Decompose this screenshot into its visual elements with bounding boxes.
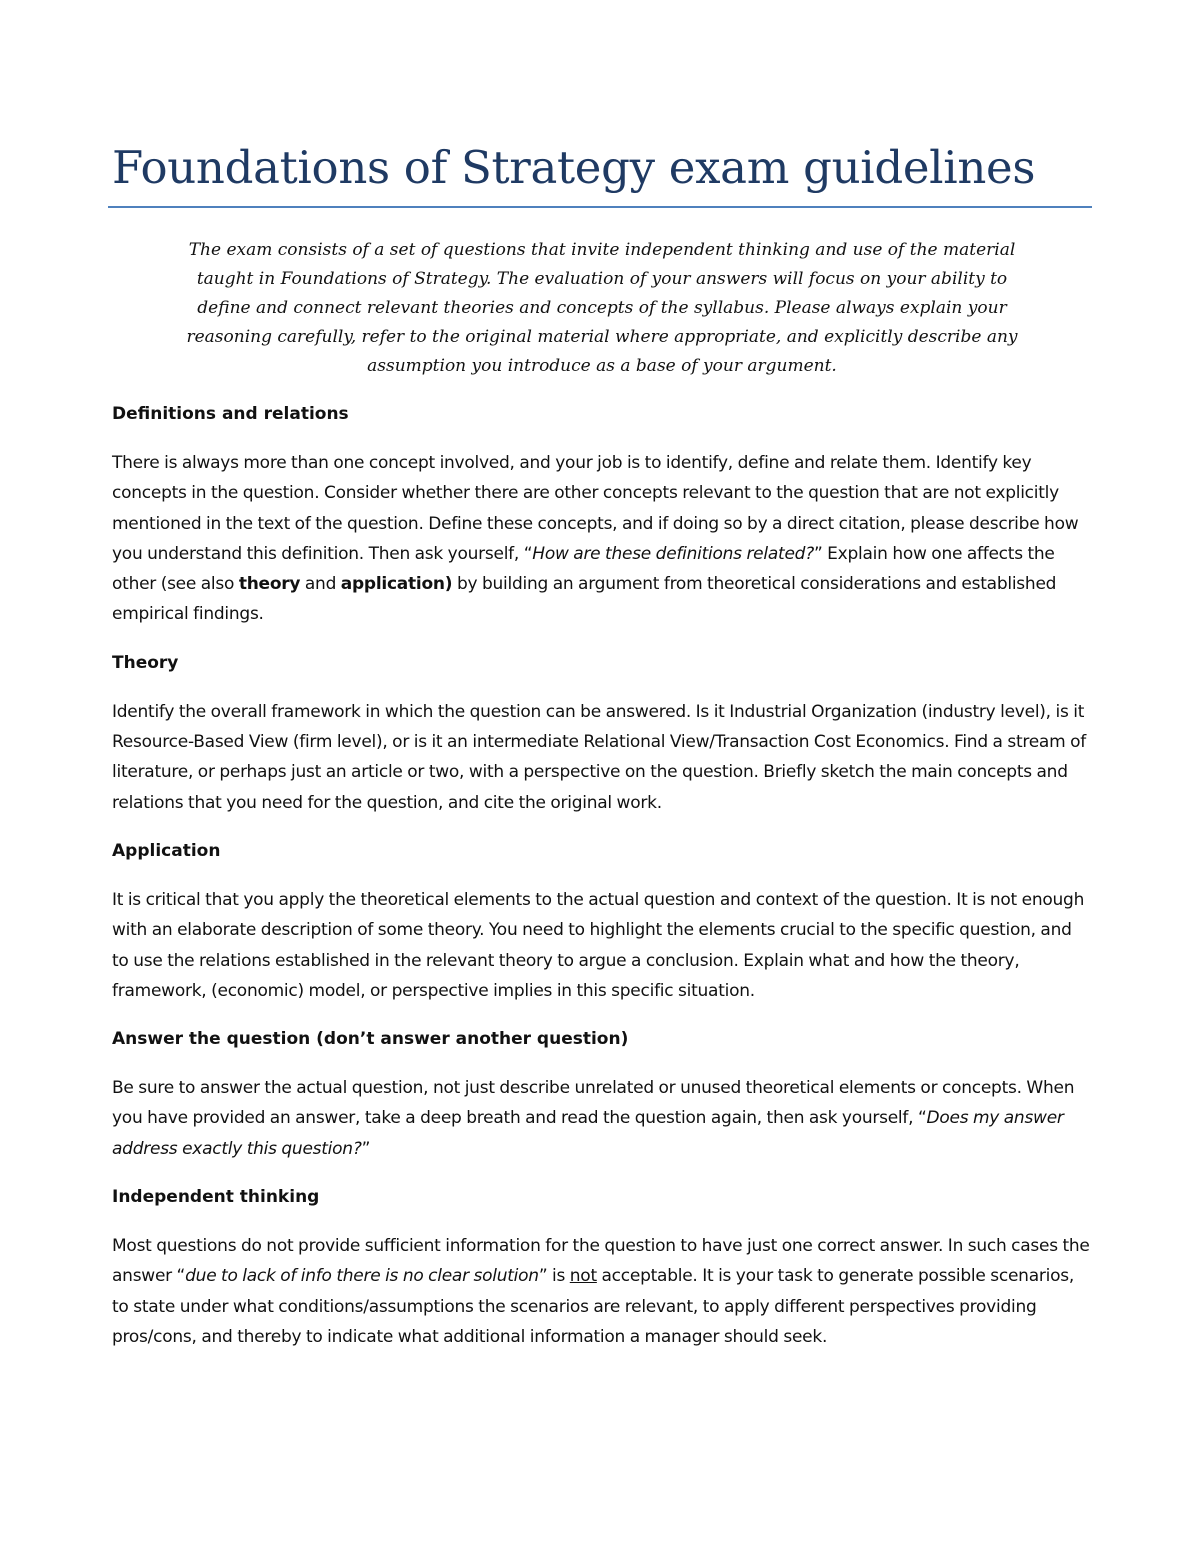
section-heading: Application bbox=[112, 840, 221, 861]
section-theory bbox=[112, 648, 1092, 818]
body-text: ” is bbox=[538, 1266, 570, 1287]
section-body bbox=[112, 1073, 1092, 1164]
page-title: Foundations of Strategy exam guidelines bbox=[112, 141, 1036, 194]
section-heading: Answer the question (don’t answer another question) bbox=[112, 1029, 629, 1050]
body-text: ” Explain how one affects the other (see also bbox=[112, 543, 1055, 595]
bold-reference-application: application) bbox=[340, 574, 453, 595]
section-body: It is critical that you apply the theoretical elements to the actual question and context of the question. It is not enough with an elaborate description of some theory. You need to highlight the elements crucial to the specific question, and to use the relations established in the relevant theory to argue a conclusion. Explain what and how the theory, framework, (economic) model, or perspective implies in this specific situation. bbox=[112, 889, 1085, 1001]
section-body bbox=[112, 448, 1092, 630]
body-text: Most questions do not provide sufficient information for the question to have just one correct answer. In such cases the answer “ bbox=[112, 1236, 1090, 1287]
title-underline bbox=[108, 206, 1092, 208]
section-answer-question bbox=[112, 1024, 1092, 1164]
body-text: and bbox=[300, 574, 341, 595]
body-text: by building an argument from theoretical considerations and established empirical findings. bbox=[112, 574, 1057, 625]
body-text: ” bbox=[361, 1138, 371, 1159]
italic-question: Does my answer address exactly this question? bbox=[112, 1108, 1064, 1159]
section-definitions bbox=[112, 399, 1092, 630]
underlined-not: not bbox=[569, 1266, 597, 1287]
body-text: acceptable. It is your task to generate possible scenarios, to state under what conditions/assumptions the scenarios are relevant, to apply different perspectives providing pros/cons, and thereby to indicate what additional information a manager should seek. bbox=[112, 1266, 1074, 1347]
italic-question: How are these definitions related? bbox=[532, 543, 814, 564]
intro-paragraph: The exam consists of a set of questions that invite independent thinking and use of the material taught in Foundations of Strategy. The evaluation of your answers will focus on your ability to define and connect relevant theories and concepts of the syllabus. Please always explain your reasoning carefully, refer to the original material where appropriate, and explicitly describe any assumption you introduce as a base of your argument. bbox=[186, 240, 1018, 376]
section-body: Identify the overall framework in which the question can be answered. Is it Industrial Organization (industry level), is it Resource-Based View (firm level), or is it an intermediate Relational View/Transaction Cost Economics. Find a stream of literature, or perhaps just an article or two, with a perspective on the question. Briefly sketch the main concepts and relations that you need for the question, and cite the original work. bbox=[112, 701, 1086, 813]
section-body bbox=[112, 1231, 1092, 1352]
section-heading: Independent thinking bbox=[112, 1187, 320, 1208]
italic-quote: due to lack of info there is no clear solution bbox=[185, 1266, 539, 1287]
body-text: There is always more than one concept involved, and your job is to identify, define and relate them. Identify key concepts in the question. Consider whether there are other concepts relevant to the question that are not explicitly mentioned in the text of the question. Define these concepts, and if doing so by a direct citation, please describe how you understand this definition. Then ask yourself, “ bbox=[112, 453, 1079, 564]
section-heading: Definitions and relations bbox=[112, 404, 349, 424]
body-text: Be sure to answer the actual question, not just describe unrelated or unused theoretical elements or concepts. When you have provided an answer, take a deep breath and read the question again, then ask yourself, “ bbox=[112, 1078, 1075, 1129]
section-application bbox=[112, 836, 1092, 1006]
section-heading: Theory bbox=[112, 652, 179, 673]
section-independent-thinking bbox=[112, 1182, 1092, 1352]
bold-reference-theory: theory bbox=[238, 574, 301, 595]
